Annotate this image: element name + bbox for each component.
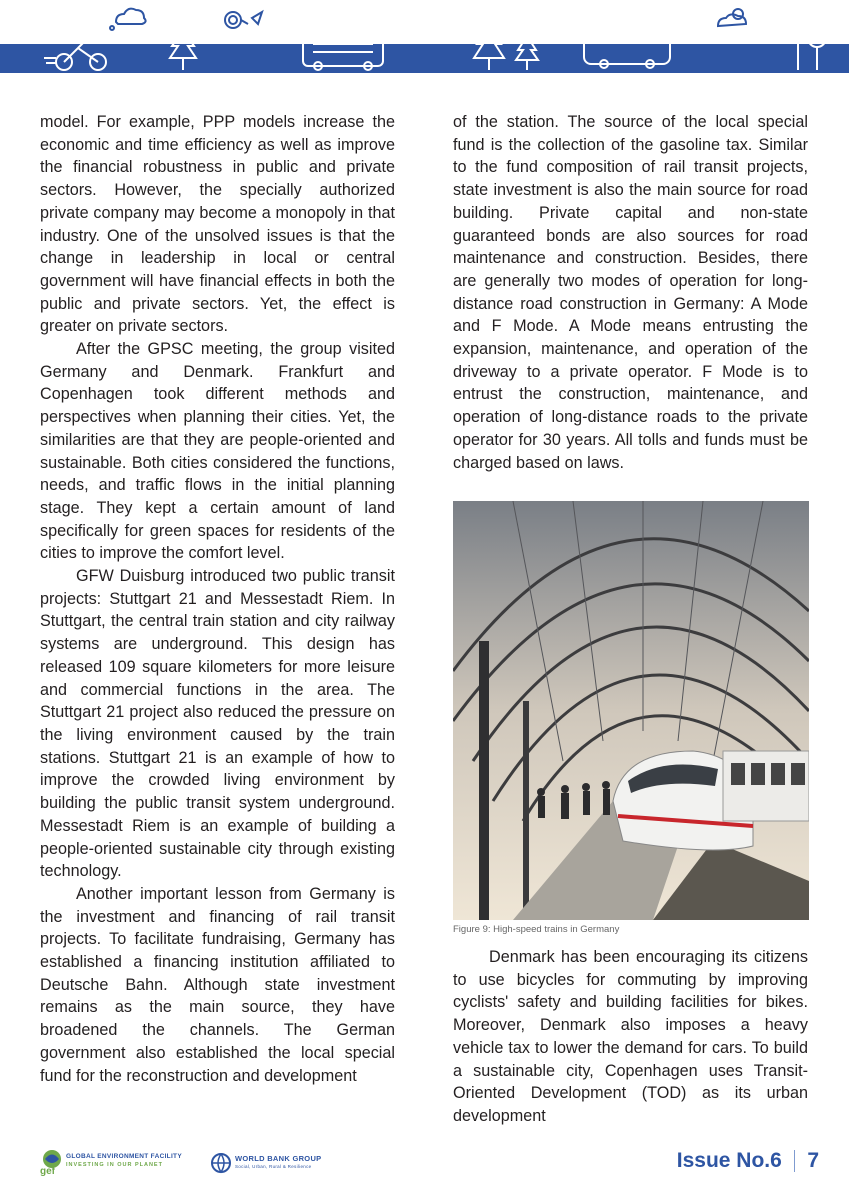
- swirl-icon: [225, 12, 248, 28]
- paragraph: Denmark has been encouraging its citizens to use bicycles for commuting by improving cyclists' safety and building facilities for bikes. Moreover, Denmark also imposes a heavy vehicle tax to lower the demand for cars. To build a sustainable city, Copenhagen uses Transit-Oriented Development (TOD) as its urban development: [453, 948, 808, 1125]
- train-station-illustration: [453, 501, 809, 920]
- paragraph: of the station. The source of the local special fund is the collection of the gasoline tax. Similar to the fund composition of rail transit projects, state investment is also the main source for road building. Private capital and non-state guaranteed bonds are also sources for road maintenance and construction. Besides, there are generally two modes of operation for long-distance road construction in Germany: A Mode and F Mode. A Mode means entrusting the expansion, maintenance, and operation of the driveway to a private operator. F Mode is to entrust the construction, maintenance, and operation of long-distance roads to the private operator for 30 years. All tolls and funds must be charged based on laws.: [453, 113, 808, 472]
- sun-cloud-icon: [718, 9, 746, 26]
- right-text-column-top: [453, 111, 808, 474]
- banner-illustration: [0, 0, 849, 73]
- paragraph: GFW Duisburg introduced two public transit projects: Stuttgart 21 and Messestadt Riem. In Stuttgart, the central train station and city railway systems are underground. This design has released 109 square kilometers for more leisure and commercial functions in the area. The Stuttgart 21 project also reduced the pressure on the living environment caused by the train stations. Stuttgart 21 is an example of how to improve the crowded living environment by building the public transit system underground. Messestadt Riem is an example of building a people-oriented sustainable city through existing technology.: [40, 567, 395, 881]
- footer-divider: [794, 1150, 796, 1172]
- world-bank-globe-icon: [210, 1152, 232, 1174]
- cloud-icon: [116, 9, 146, 24]
- bus-icon: [584, 28, 670, 68]
- train-station-photo: [453, 501, 809, 920]
- wbg-name: WORLD BANK GROUP: [235, 1154, 322, 1163]
- left-text-column: [40, 111, 395, 1087]
- right-text-column-bottom: [453, 946, 808, 1128]
- pine-tree-icon: [474, 26, 538, 70]
- cyclist-icon: [44, 36, 106, 70]
- gef-tagline: INVESTING IN OUR PLANET: [66, 1162, 163, 1168]
- bus-icon: [303, 36, 383, 70]
- paragraph: Another important lesson from Germany is the investment and financing of rail transit projects. To facilitate fundraising, Germany has established a financing institution affiliated to Deutsche Bahn. Although state investment remains as the main source, they have broadened the channels. The German government also established the local special fund for the reconstruction and development: [40, 884, 395, 1085]
- pine-tree-icon: [170, 30, 196, 70]
- paragraph: After the GPSC meeting, the group visited Germany and Denmark. Frankfurt and Copenhagen took different methods and perspectives when planning their cities. Yet, the similarities are that they are people-oriented and sustainable. Both cities considered the functions, needs, and traffic flows in the initial planning stage. They kept a certain amount of land specifically for green spaces for residents of the cities to improve the comfort level.: [40, 340, 395, 563]
- bird-icon: [252, 12, 262, 24]
- header-banner: [0, 0, 849, 73]
- wbg-tagline: Social, Urban, Rural & Resilience: [235, 1164, 312, 1169]
- gef-short: gef: [40, 1166, 55, 1177]
- figure-caption: Figure 9: High-speed trains in Germany: [453, 924, 620, 935]
- issue-label: Issue No.6: [676, 1149, 782, 1172]
- page-number: 7: [807, 1149, 819, 1172]
- paragraph: model. For example, PPP models increase the economic and time efficiency as well as improve the financial robustness in public and private sectors. However, the specially authorized private company may become a monopoly in that industry. One of the unsolved issues is that the change in leadership in local or central government will have financial effects in both the public and private sectors. Yet, the effect is greater on private sectors.: [40, 113, 395, 336]
- tree-icon: [787, 19, 826, 70]
- issue-footer: [677, 1149, 819, 1173]
- gef-logo-text: GLOBAL ENVIRONMENT FACILITY: [66, 1153, 182, 1160]
